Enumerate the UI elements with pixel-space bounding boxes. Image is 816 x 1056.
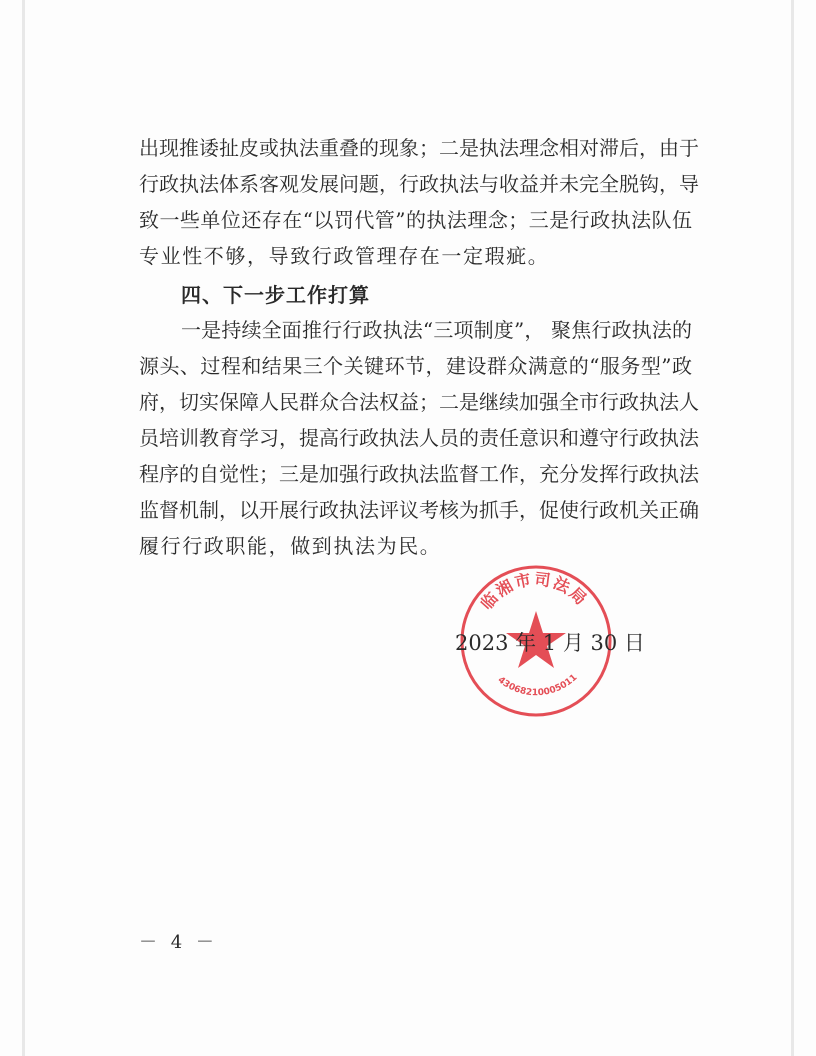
text-line: 一是持续全面推行行政执法“三项制度”， 聚焦行政执法的 — [181, 318, 692, 342]
text-line: 履行行政职能，做到执法为民。 — [139, 534, 442, 558]
section-heading: 四、下一步工作打算 — [181, 283, 370, 307]
text-line: 府，切实保障人民群众合法权益；二是继续加强全市行政执法人 — [139, 390, 699, 414]
text-line: 出现推诿扯皮或执法重叠的现象；二是执法理念相对滞后，由于 — [139, 136, 699, 160]
text-line: 监督机制，以开展行政执法评议考核为抓手，促使行政机关正确 — [139, 498, 699, 522]
seal-code: 43068210005011 — [495, 672, 580, 699]
text-line: 专业性不够，导致行政管理存在一定瑕疵。 — [139, 244, 550, 268]
text-line: 致一些单位还存在“以罚代管”的执法理念；三是行政执法队伍 — [139, 208, 692, 232]
seal-name: 临湘市司法局 — [476, 569, 592, 614]
page-number: － 4 － — [139, 932, 218, 953]
text-line: 程序的自觉性；三是加强行政执法监督工作，充分发挥行政执法 — [139, 462, 699, 486]
text-line: 行政执法体系客观发展问题，行政执法与收益并未完全脱钩，导 — [139, 172, 699, 196]
text-line: 源头、过程和结果三个关键环节，建设群众满意的“服务型”政 — [139, 354, 692, 378]
scan-edge-left — [22, 0, 25, 1056]
scan-edge-right — [791, 0, 794, 1056]
text-line: 员培训教育学习，提高行政执法人员的责任意识和遵守行政执法 — [139, 426, 699, 450]
signature-date: 2023 年 1 月 30 日 — [455, 631, 645, 655]
